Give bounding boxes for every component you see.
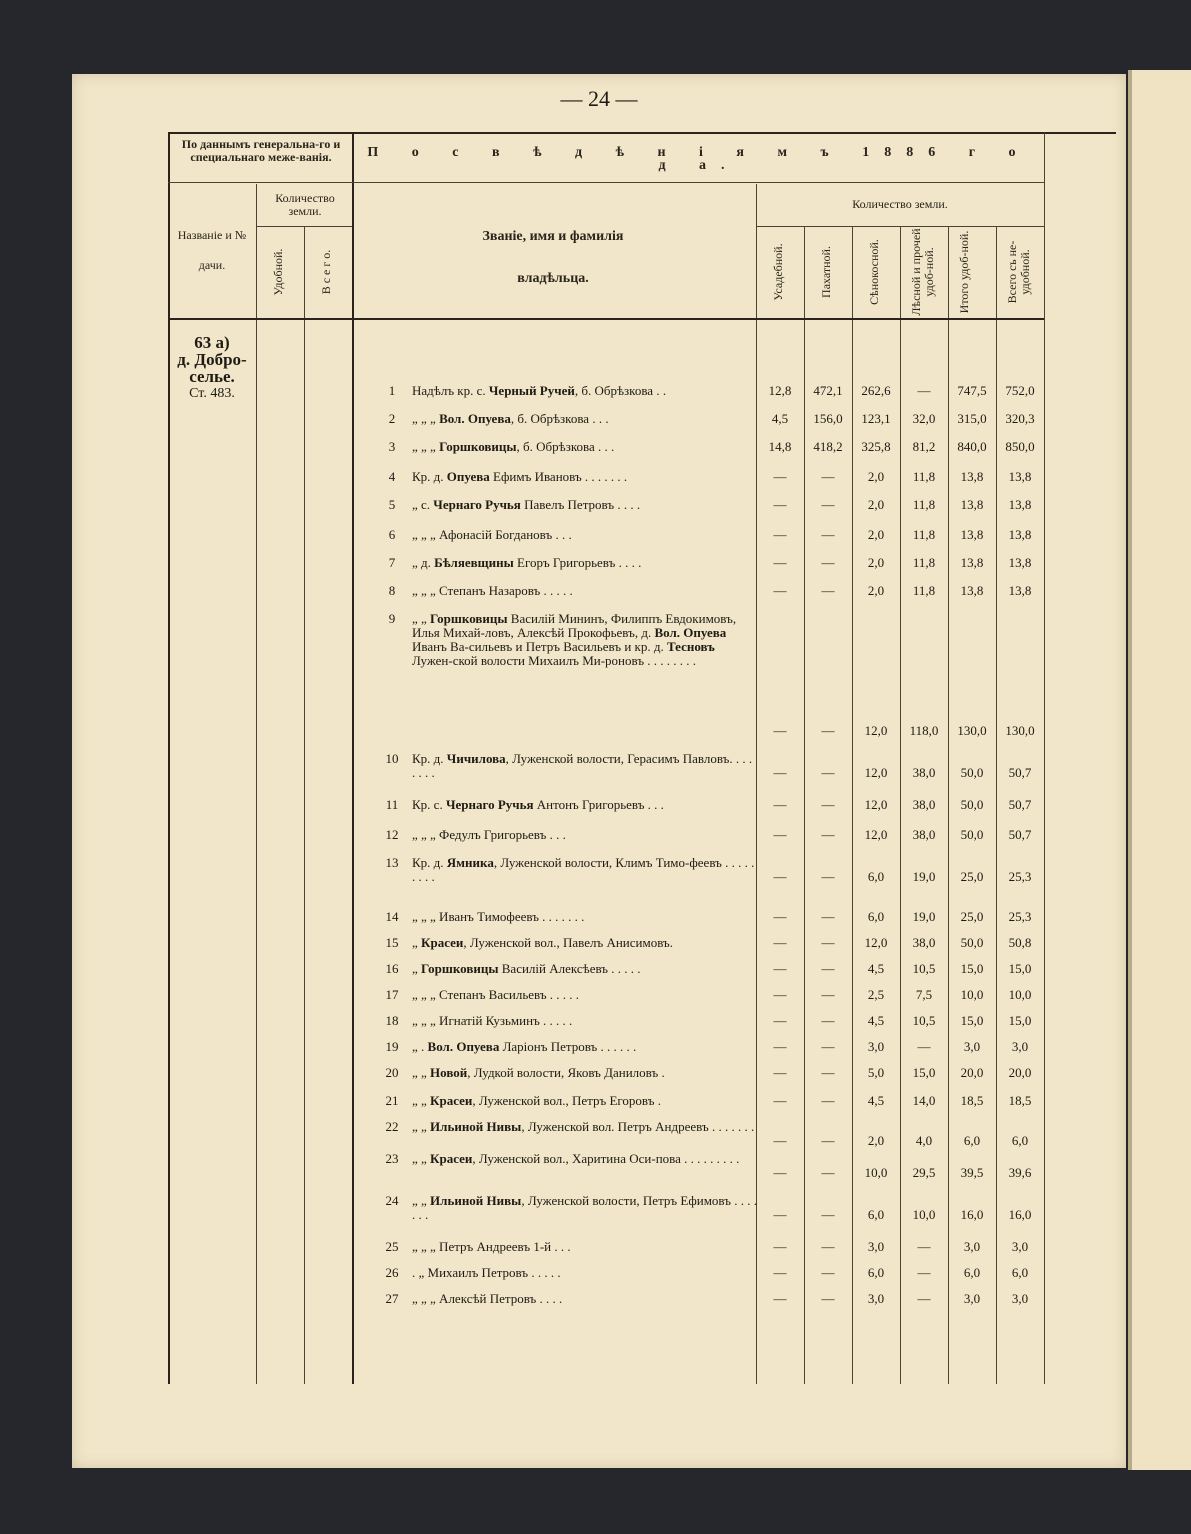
row-owner: Надѣлъ кр. с. Черный Ручей, б. Обрѣзкова . . [412, 383, 667, 398]
row-value: — [773, 1239, 787, 1254]
row-value: 325,8 [861, 439, 891, 454]
row-number: 2 [388, 411, 396, 426]
row-value: — [773, 1013, 787, 1028]
row-value: — [821, 527, 835, 542]
row-value: — [773, 1065, 787, 1080]
row-value: 16,0 [960, 1207, 984, 1222]
row-value: 11,8 [912, 469, 936, 484]
row-value: 13,8 [1008, 555, 1032, 570]
header-left-group: По даннымъ генеральна-го и специальнаго меже-ванія. [181, 137, 341, 164]
row-owner: „ „ „ Горшковицы, б. Обрѣзкова . . . [412, 439, 615, 454]
row-owner: „ . Вол. Опуева Ларіонъ Петровъ . . . . . . [412, 1039, 637, 1054]
row-owner: „ „ Новой, Лудкой волости, Яковъ Даниловъ . [412, 1065, 665, 1080]
row-value: 13,8 [1008, 497, 1032, 512]
row-value: — [821, 469, 835, 484]
row-value: 10,5 [912, 1013, 936, 1028]
row-value: 7,5 [915, 987, 933, 1002]
parcel-label [168, 334, 256, 402]
row-number: 16 [385, 961, 399, 976]
row-value: — [821, 1265, 835, 1280]
row-number: 4 [388, 469, 396, 484]
row-value: 15,0 [912, 1065, 936, 1080]
row-value: 11,8 [912, 555, 936, 570]
row-value: — [773, 1265, 787, 1280]
row-value: — [821, 1291, 835, 1306]
row-owner: Кр. д. Ямника, Луженской волости, Климъ Тимо-феевъ . . . . . . . . . [412, 855, 755, 884]
row-value: — [821, 765, 835, 780]
row-value: 10,0 [960, 987, 984, 1002]
row-value: 19,0 [912, 869, 936, 884]
row-owner: „ „ „ Алексѣй Петровъ . . . . [412, 1291, 563, 1306]
row-number: 12 [385, 827, 399, 842]
row-value: — [821, 909, 835, 924]
header-col-owner: Званіе, имя и фамилія владѣльца. [482, 229, 624, 286]
row-owner: . „ Михаилъ Петровъ . . . . . [412, 1265, 561, 1280]
row-value: 32,0 [912, 411, 936, 426]
parcel-number: 63 а) [194, 333, 230, 352]
row-value: 11,8 [912, 527, 936, 542]
row-value: 12,8 [768, 383, 792, 398]
row-owner: „ „ „ Афонасій Богдановъ . . . [412, 527, 572, 542]
row-value: 6,0 [867, 869, 885, 884]
row-value: 6,0 [1011, 1265, 1029, 1280]
header-col-qty-right: Количество земли. [852, 197, 948, 211]
header-sub-lesnoy: Лѣсной и прочей удоб-ной. [909, 228, 936, 316]
row-value: 6,0 [867, 1207, 885, 1222]
row-value: — [821, 1133, 835, 1148]
row-value: 11,8 [912, 497, 936, 512]
row-number: 3 [388, 439, 396, 454]
row-owner: „ „ Горшковицы Василій Мининъ, Филиппъ Евдокимовъ, Илья Михай-ловъ, Алексѣй Прокофьевъ, д. Вол. Опуева Иванъ Ва-сильевъ и Петръ Васильевъ и кр. д. Тесновъ Лужен-ской волости Михаилъ Ми-роновъ . . . . . . . . [412, 611, 737, 668]
header-col-qty: Количество земли. [275, 191, 335, 218]
row-value: 2,0 [867, 1133, 885, 1148]
row-value: — [773, 935, 787, 950]
row-number: 26 [385, 1265, 399, 1280]
row-value: — [773, 527, 787, 542]
row-value: — [821, 961, 835, 976]
row-value: 50,0 [960, 765, 984, 780]
row-value: 418,2 [813, 439, 843, 454]
row-value: — [773, 869, 787, 884]
row-value: — [821, 497, 835, 512]
parcel-name: д. Добро-селье. [177, 350, 247, 386]
row-value: — [773, 987, 787, 1002]
header-col-name: Названіе и № дачи. [177, 228, 247, 272]
row-owner: „ „ Ильиной Нивы, Луженской вол. Петръ Андреевъ . . . . . . . [412, 1119, 755, 1134]
row-value: 13,8 [960, 469, 984, 484]
row-value: 13,8 [960, 583, 984, 598]
row-owner: „ „ „ Степанъ Назаровъ . . . . . [412, 583, 573, 598]
row-number: 10 [385, 751, 399, 766]
row-value: — [773, 469, 787, 484]
row-value: — [773, 1291, 787, 1306]
row-value: 840,0 [957, 439, 987, 454]
row-value: — [821, 1065, 835, 1080]
row-value: — [917, 1039, 931, 1054]
row-value: 16,0 [1008, 1207, 1032, 1222]
row-value: 4,5 [867, 1013, 885, 1028]
row-value: — [773, 497, 787, 512]
row-value: 3,0 [1011, 1291, 1029, 1306]
row-number: 11 [385, 797, 399, 812]
row-number: 21 [385, 1093, 399, 1108]
row-number: 9 [388, 611, 396, 626]
land-table [168, 132, 1116, 1384]
header-col-vsego: В с е г о. [319, 249, 333, 295]
row-value: 20,0 [960, 1065, 984, 1080]
row-value: — [917, 1265, 931, 1280]
row-number: 13 [385, 855, 399, 870]
row-value: 25,0 [960, 909, 984, 924]
row-value: 3,0 [963, 1239, 981, 1254]
row-value: — [821, 797, 835, 812]
row-value: — [773, 723, 787, 738]
row-value: 3,0 [963, 1039, 981, 1054]
row-number: 6 [388, 527, 396, 542]
row-value: 12,0 [864, 723, 888, 738]
row-value: 13,8 [960, 527, 984, 542]
row-value: 38,0 [912, 935, 936, 950]
row-value: — [821, 1093, 835, 1108]
row-number: 14 [385, 909, 399, 924]
row-number: 1 [388, 383, 396, 398]
row-value: — [773, 1207, 787, 1222]
row-value: — [773, 797, 787, 812]
row-value: 50,8 [1008, 935, 1032, 950]
row-value: — [773, 909, 787, 924]
row-number: 15 [385, 935, 399, 950]
row-owner: „ Красеи, Луженской вол., Павелъ Анисимовъ. [412, 935, 673, 950]
row-value: — [821, 723, 835, 738]
header-sub-vsego: Всего съ не-удобной. [1005, 240, 1032, 304]
row-value: 13,8 [960, 497, 984, 512]
row-value: 11,8 [912, 583, 936, 598]
row-value: — [821, 555, 835, 570]
row-value: 25,3 [1008, 869, 1032, 884]
header-sub-pakhatnoy: Пахатной. [819, 246, 833, 298]
row-value: 2,0 [867, 527, 885, 542]
row-number: 20 [385, 1065, 399, 1080]
row-value: — [821, 987, 835, 1002]
row-value: 156,0 [813, 411, 843, 426]
adjacent-page-edge [1128, 70, 1191, 1470]
row-value: 315,0 [957, 411, 987, 426]
row-value: — [821, 1013, 835, 1028]
row-value: 2,0 [867, 555, 885, 570]
row-owner: Кр. д. Чичилова, Луженской волости, Герасимъ Павловъ. . . . . . . . [412, 751, 753, 780]
row-value: 12,0 [864, 935, 888, 950]
row-value: 3,0 [867, 1039, 885, 1054]
row-value: 50,7 [1008, 797, 1032, 812]
row-number: 22 [385, 1119, 399, 1134]
row-value: — [773, 765, 787, 780]
row-number: 18 [385, 1013, 399, 1028]
row-value: — [821, 827, 835, 842]
row-value: 2,0 [867, 469, 885, 484]
row-value: — [773, 1093, 787, 1108]
row-owner: „ „ „ Федулъ Григорьевъ . . . [412, 827, 566, 842]
row-value: 2,0 [867, 583, 885, 598]
row-value: 12,0 [864, 827, 888, 842]
row-value: 12,0 [864, 765, 888, 780]
row-value: — [773, 555, 787, 570]
row-number: 17 [385, 987, 399, 1002]
row-value: 14,0 [912, 1093, 936, 1108]
row-value: 39,6 [1008, 1165, 1032, 1180]
row-value: 6,0 [867, 909, 885, 924]
row-value: — [821, 1165, 835, 1180]
row-owner: „ „ Красеи, Луженской вол., Петръ Егоровъ . [412, 1093, 661, 1108]
row-value: 3,0 [963, 1291, 981, 1306]
row-value: 13,8 [1008, 583, 1032, 598]
row-number: 24 [385, 1193, 399, 1208]
row-value: 752,0 [1005, 383, 1035, 398]
row-owner: Кр. с. Чернаго Ручья Антонъ Григорьевъ . . . [412, 797, 664, 812]
row-value: — [917, 1239, 931, 1254]
row-value: — [821, 869, 835, 884]
row-value: 12,0 [864, 797, 888, 812]
row-value: 130,0 [1005, 723, 1035, 738]
row-value: — [821, 1239, 835, 1254]
row-owner: „ с. Чернаго Ручья Павелъ Петровъ . . . . [412, 497, 641, 512]
row-value: 29,5 [912, 1165, 936, 1180]
row-value: 4,0 [915, 1133, 933, 1148]
row-value: 15,0 [960, 961, 984, 976]
row-owner: „ „ „ Вол. Опуева, б. Обрѣзкова . . . [412, 411, 609, 426]
row-value: — [917, 1291, 931, 1306]
row-value: 5,0 [867, 1065, 885, 1080]
row-value: 25,0 [960, 869, 984, 884]
row-owner: „ Горшковицы Василій Алексѣевъ . . . . . [412, 961, 641, 976]
row-value: 18,5 [1008, 1093, 1032, 1108]
row-value: 18,5 [960, 1093, 984, 1108]
row-value: 130,0 [957, 723, 987, 738]
header-right-group: П о с в ѣ д ѣ н і я м ъ 1886 г о д а. [367, 145, 1031, 173]
row-value: 10,0 [912, 1207, 936, 1222]
row-value: 19,0 [912, 909, 936, 924]
row-value: 3,0 [867, 1239, 885, 1254]
row-value: 50,0 [960, 827, 984, 842]
row-value: 10,0 [864, 1165, 888, 1180]
row-value: 3,0 [1011, 1239, 1029, 1254]
row-value: 747,5 [957, 383, 987, 398]
row-value: 2,0 [867, 497, 885, 512]
row-value: 118,0 [909, 723, 939, 738]
header-sub-itogo: Итого удоб-ной. [957, 230, 971, 314]
row-value: — [821, 935, 835, 950]
parcel-ref: Ст. 483. [189, 386, 235, 401]
row-value: 38,0 [912, 827, 936, 842]
row-value: 850,0 [1005, 439, 1035, 454]
row-value: 4,5 [867, 1093, 885, 1108]
row-value: — [821, 583, 835, 598]
row-value: 15,0 [1008, 1013, 1032, 1028]
row-value: 10,0 [1008, 987, 1032, 1002]
row-value: 10,5 [912, 961, 936, 976]
row-value: — [773, 1133, 787, 1148]
header-sub-usadebnoy: Усадебной. [771, 243, 785, 301]
row-owner: „ „ Ильиной Нивы, Луженской волости, Петръ Ефимовъ . . . . . . . [412, 1193, 757, 1222]
row-value: 38,0 [912, 765, 936, 780]
row-number: 23 [385, 1151, 399, 1166]
row-value: — [773, 1039, 787, 1054]
row-value: — [773, 827, 787, 842]
row-value: 15,0 [960, 1013, 984, 1028]
row-value: 3,0 [1011, 1039, 1029, 1054]
row-value: 13,8 [960, 555, 984, 570]
row-number: 5 [388, 497, 396, 512]
row-value: — [773, 583, 787, 598]
row-number: 25 [385, 1239, 399, 1254]
row-value: 6,0 [963, 1133, 981, 1148]
row-value: 50,0 [960, 935, 984, 950]
row-owner: „ „ „ Степанъ Васильевъ . . . . . [412, 987, 580, 1002]
row-number: 8 [388, 583, 396, 598]
header-sub-senokosnoy: Сѣнокосной. [867, 239, 881, 305]
header-col-udobnoy: Удобной. [271, 248, 285, 296]
row-value: — [773, 1165, 787, 1180]
row-value: 25,3 [1008, 909, 1032, 924]
row-value: — [773, 961, 787, 976]
page-number: — 24 — [560, 86, 638, 111]
row-value: — [821, 1207, 835, 1222]
row-owner: Кр. д. Опуева Ефимъ Ивановъ . . . . . . . [412, 469, 628, 484]
row-value: 38,0 [912, 797, 936, 812]
row-owner: „ д. Бѣляевщины Егоръ Григорьевъ . . . . [412, 555, 642, 570]
row-value: 4,5 [867, 961, 885, 976]
row-value: 4,5 [771, 411, 789, 426]
row-owner: „ „ „ Петръ Андреевъ 1-й . . . [412, 1239, 571, 1254]
row-value: 6,0 [867, 1265, 885, 1280]
document-page [72, 74, 1126, 1468]
row-value: 320,3 [1005, 411, 1035, 426]
row-number: 27 [385, 1291, 399, 1306]
row-value: 50,7 [1008, 765, 1032, 780]
row-value: 472,1 [813, 383, 843, 398]
row-owner: „ „ „ Иванъ Тимофеевъ . . . . . . . [412, 909, 585, 924]
row-value: 15,0 [1008, 961, 1032, 976]
row-value: 123,1 [861, 411, 891, 426]
row-value: 50,0 [960, 797, 984, 812]
row-value: — [917, 383, 931, 398]
row-number: 7 [388, 555, 396, 570]
row-value: 20,0 [1008, 1065, 1032, 1080]
row-value: 6,0 [963, 1265, 981, 1280]
row-value: 50,7 [1008, 827, 1032, 842]
row-value: 39,5 [960, 1165, 984, 1180]
row-value: 2,5 [867, 987, 885, 1002]
row-owner: „ „ „ Игнатій Кузьминъ . . . . . [412, 1013, 573, 1028]
row-value: 262,6 [861, 383, 891, 398]
row-value: 13,8 [1008, 469, 1032, 484]
row-value: 13,8 [1008, 527, 1032, 542]
row-value: 3,0 [867, 1291, 885, 1306]
row-value: 14,8 [768, 439, 792, 454]
row-value: 81,2 [912, 439, 936, 454]
row-value: — [821, 1039, 835, 1054]
row-owner: „ „ Красеи, Луженской вол., Харитина Оси-пова . . . . . . . . . [412, 1151, 740, 1166]
row-number: 19 [385, 1039, 399, 1054]
row-value: 6,0 [1011, 1133, 1029, 1148]
